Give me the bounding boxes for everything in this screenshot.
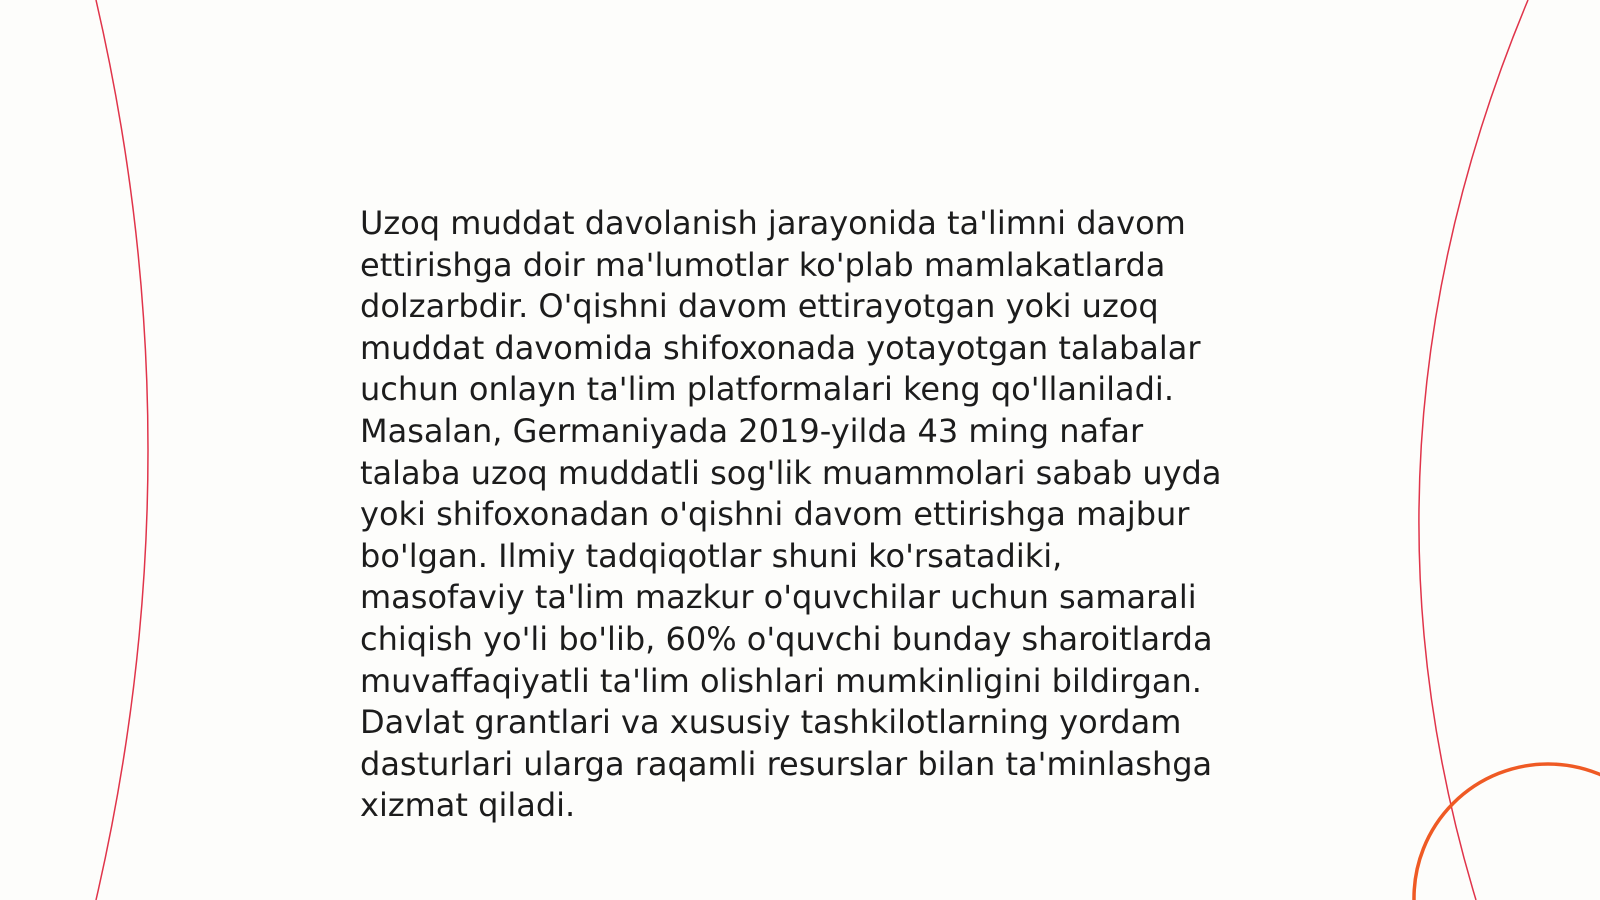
orange-circle-decoration [1414,764,1600,900]
slide-body-text: Uzoq muddat davolanish jarayonida ta'limni davom ettirishga doir ma'lumotlar ko'plab mamlakatlarda dolzarbdir. O'qishni davom ettirayotgan yoki uzoq muddat davomida shifoxonada yotayotgan talabalar uchun onlayn ta'lim platformalari keng qo'llaniladi. Masalan, Germaniyada 2019-yilda 43 ming nafar talaba uzoq muddatli sog'lik muammolari sabab uyda yoki shifoxonadan o'qishni davom ettirishga majbur bo'lgan. Ilmiy tadqiqotlar shuni ko'rsatadiki, masofaviy ta'lim mazkur o'quvchilar uchun samarali chiqish yo'li bo'lib, 60% o'quvchi bunday sharoitlarda muvaffaqiyatli ta'lim olishlari mumkinligini bildirgan. Davlat grantlari va xususiy tashkilotlarning yordam dasturlari ularga raqamli resurslar bilan ta'minlashga xizmat qiladi. [360,204,1222,825]
right-arc-decoration [1419,0,1528,900]
left-arc-decoration [96,0,148,900]
